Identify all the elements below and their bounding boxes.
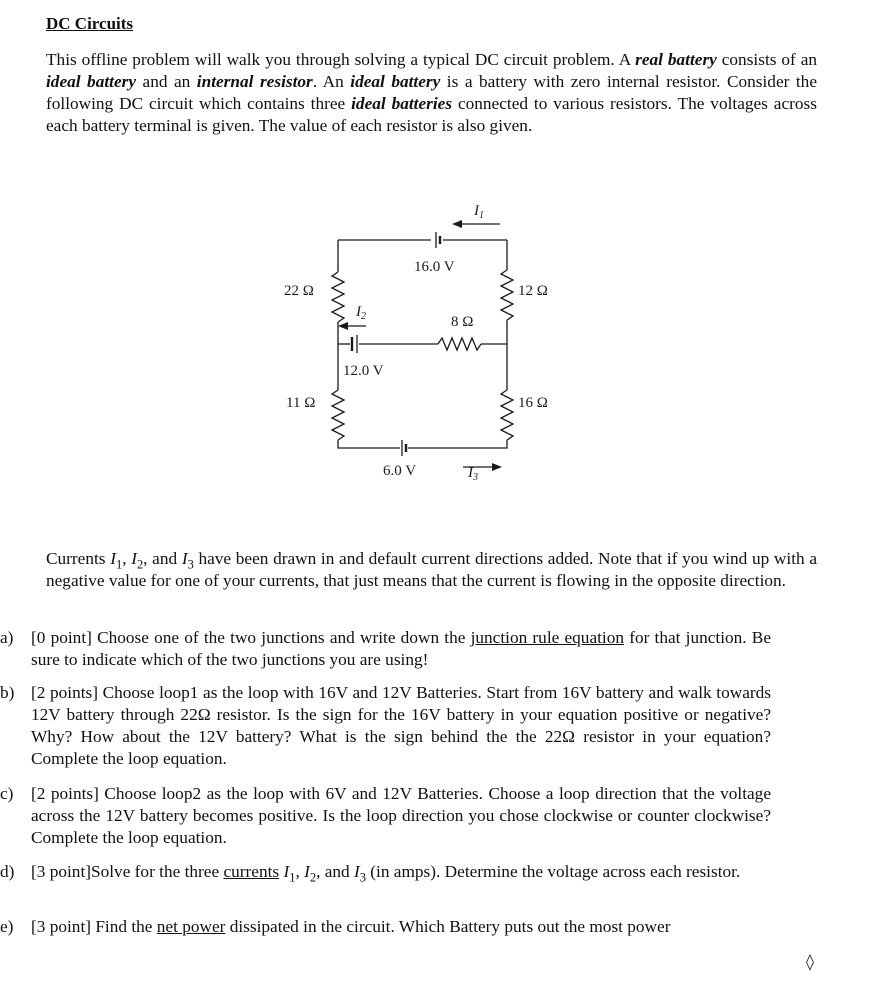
question-letter: e) [0, 917, 14, 936]
question-e: e) [3 point] Find the net power dissipated in the circuit. Which Battery puts out the most power [0, 917, 671, 936]
end-marker-icon: ◊ [806, 952, 814, 971]
resistor-22 [332, 272, 344, 322]
label-current-1: $I_1$ [474, 203, 484, 221]
label-battery-12v: 12.0 V [343, 363, 384, 379]
net-power-link: net power [156, 917, 226, 936]
currents-link: currents [223, 862, 280, 881]
label-battery-16v: 16.0 V [414, 259, 455, 275]
label-resistor-16: 16 Ω [518, 395, 548, 411]
label-current-3: $I_3$ [468, 465, 478, 483]
label-resistor-8: 8 Ω [451, 314, 474, 330]
junction-rule-link: junction rule equation [470, 628, 624, 647]
page-title: DC Circuits [46, 14, 134, 33]
question-letter: b) [0, 683, 15, 702]
question-d: d) [3 point]Solve for the three currents $I_1$, $I_2$, and $I_3$ (in amps). Determine the voltage across each resistor. [0, 862, 741, 885]
question-letter: d) [0, 862, 15, 881]
question-b: b) [2 points] Choose loop1 as the loop with 16V and 12V Batteries. Start from 16V battery and walk towards 12V battery through 22Ω resistor. Is the sign for the 16V battery in your equation positive or negative? Why? How about the 12V battery? What is the sign behind the the 22Ω resistor in your equation? Complete the loop equation. [0, 683, 771, 768]
current-arrowhead-3 [492, 463, 502, 471]
question-c: c) [2 points] Choose loop2 as the loop with 6V and 12V Batteries. Choose a loop direction that the voltage across the 12V battery becomes positive. Is the loop direction you chose clockwise or counter clockwise? Complete the loop equation. [0, 784, 771, 847]
currents-paragraph: Currents $I_1$, $I_2$, and $I_3$ have been drawn in and default current directions added. Note that if you wind up with a negative value for one of your currents, that just means that the current is flowing in the opposite direction. [46, 549, 817, 590]
question-letter: c) [0, 784, 14, 803]
question-letter: a) [0, 628, 14, 647]
intro-paragraph: This offline problem will walk you through solving a typical DC circuit problem. A real battery consists of an ideal battery and an internal resistor. An ideal battery is a battery with zero internal resistor. Consider the following DC circuit which contains three ideal batteries connected to various resistors. The voltages across each battery terminal is given. The value of each resistor is also given. [46, 50, 818, 135]
resistor-11 [332, 390, 344, 440]
label-battery-6v: 6.0 V [383, 463, 417, 479]
question-a: a) [0 point] Choose one of the two junctions and write down the junction rule equation for that junction. Be sure to indicate which of the two junctions you are using! [0, 628, 772, 669]
wire-bottom-left [338, 440, 400, 448]
resistor-12 [501, 270, 513, 320]
label-resistor-22: 22 Ω [284, 283, 314, 299]
resistor-16 [501, 390, 513, 440]
label-resistor-11: 11 Ω [286, 395, 316, 411]
current-arrowhead-1 [452, 220, 462, 228]
current-arrowhead-2 [338, 322, 348, 330]
wire-bottom-right [408, 440, 507, 448]
resistor-8 [438, 338, 481, 350]
label-resistor-12: 12 Ω [518, 283, 548, 299]
label-current-2: $I_2$ [356, 304, 366, 322]
